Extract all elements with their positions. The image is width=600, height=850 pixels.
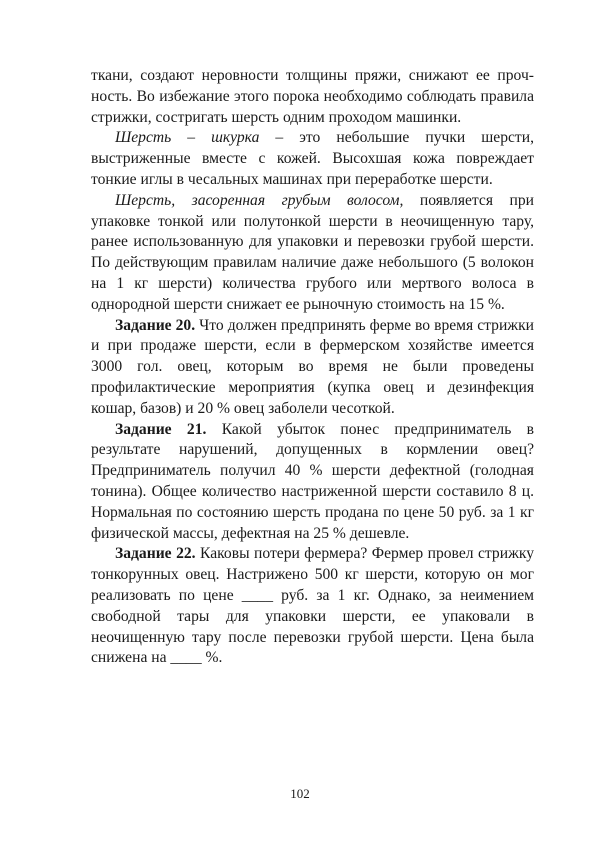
task-21-label: Задание 21. <box>115 420 207 438</box>
task-20-label: Задание 20. <box>115 316 196 334</box>
task-22 <box>91 544 534 669</box>
paragraph-body: – это небольшие пучки шерсти, выстриженные вместе с кожей. Высохшая кожа повреждает тонкие иглы в чесальных машинах при переработке шерсти. <box>91 129 534 188</box>
term-wool-skin: Шерсть – шкурка <box>115 129 260 147</box>
task-22-text: Каковы потери фермера? Фермер провел стрижку тонкорунных овец. Настрижено 500 кг шерсти, которую он мог реализовать по цене ____ руб. за 1 кг. Однако, за неимением свободной тары для упаковки шерсти, ее упаковали в неочищенную тару после перевозки грубой шерсти. Цена была снижена на ____ %. <box>91 545 534 667</box>
task-20-text: Что должен предпринять ферме во время стрижки и при продаже шерсти, если в фермерском хозяйстве имеется 3000 гол. овец, которым во время не были проведены профилактические мероприятия (купка овец и дезинфекция кошар, базов) и 20 % овец заболели чесоткой. <box>91 316 534 417</box>
paragraph-coarse-hair-defect <box>91 191 534 316</box>
term-coarse-hair: Шерсть, засоренная грубым волосом, <box>115 191 404 209</box>
task-22-label: Задание 22. <box>115 545 196 563</box>
task-21 <box>91 420 534 545</box>
page-body <box>91 66 534 669</box>
paragraph-wool-skin-defect <box>91 128 534 190</box>
task-20 <box>91 316 534 420</box>
page-number: 102 <box>290 786 310 801</box>
paragraph-body: появляется при упаковке тонкой или полутонкой шерсти в неочищенную тару, ранее использованную для упаковки и перевозки грубой шерсти. По действующим правилам наличие даже небольшого (5 волокон на 1 кг шерсти) количества грубого или мертвого волоса в однородной шерсти снижает ее рыночную стоимость на 15 %. <box>91 191 534 313</box>
paragraph-body: ткани, создают неровности толщины пряжи, снижают ее прочность. Во избежание этого порока необходимо соблюдать правила стрижки, состригать шерсть одним проходом машинки. <box>91 67 534 126</box>
paragraph-continuation <box>91 66 534 128</box>
task-21-text: Какой убыток понес предприниматель в результате нарушений, допущенных в кормлении овец? Предприниматель получил 40 % шерсти дефектной (голодная тонина). Общее количество настриженной шерсти составило 8 ц. Нормальная по состоянию шерсть продана по цене 50 руб. за 1 кг физической массы, дефектная на 25 % дешевле. <box>91 420 534 542</box>
